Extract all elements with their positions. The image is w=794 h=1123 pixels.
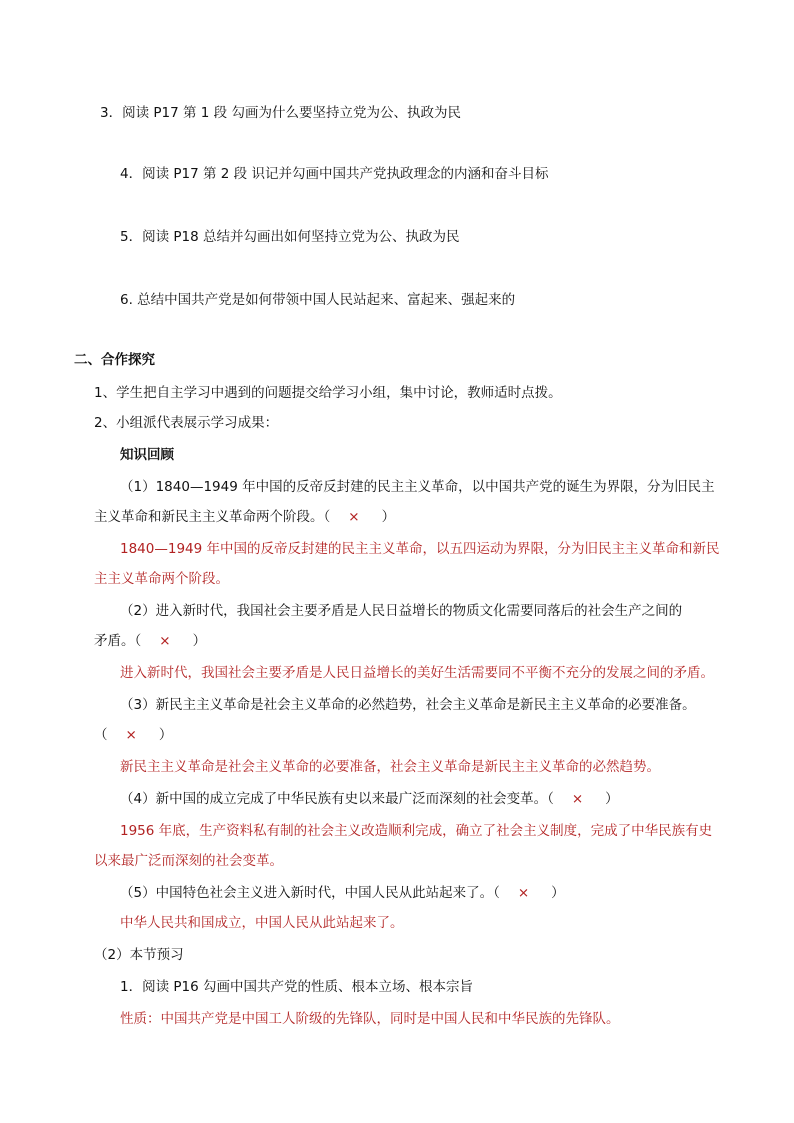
answer-1-line-1: 1840—1949 年中国的反帝反封建的民主主义革命，以五四运动为界限，分为旧民主主义革命和新民	[120, 541, 720, 557]
question-1-text: 主义革命和新民主主义革命两个阶段。（	[94, 509, 331, 525]
question-2-text: 矛盾。（	[94, 633, 142, 649]
reading-item-5: 5．阅读 P18 总结并勾画出如何坚持立党为公、执政为民	[120, 229, 460, 245]
reading-item-3: 3．阅读 P17 第 1 段 勾画为什么要坚持立党为公、执政为民	[100, 105, 461, 121]
knowledge-title: 知识回顾	[120, 447, 174, 463]
question-5-close: ）	[551, 885, 565, 901]
wrong-mark-icon: ×	[159, 633, 171, 649]
question-1-line-1: （1）1840—1949 年中国的反帝反封建的民主主义革命，以中国共产党的诞生为界限，分为旧民主	[120, 479, 715, 495]
question-5-line-1	[120, 883, 565, 903]
question-4-text: （4）新中国的成立完成了中华民族有史以来最广泛而深刻的社会变革。（	[120, 791, 554, 807]
question-2-line-2	[94, 631, 206, 651]
question-2-close: ）	[192, 633, 207, 649]
question-4-line-1	[120, 789, 619, 809]
answer-4-line-2: 以来最广泛而深刻的社会变革。	[94, 853, 283, 869]
answer-5-line-1: 中华人民共和国成立，中国人民从此站起来了。	[120, 915, 404, 931]
wrong-mark-icon: ×	[571, 791, 584, 807]
section-title: 二、合作探究	[74, 352, 155, 368]
question-5-text: （5）中国特色社会主义进入新时代，中国人民从此站起来了。（	[120, 885, 500, 901]
question-1-close: ）	[381, 509, 396, 525]
preview-item-1: 1．阅读 P16 勾画中国共产党的性质、根本立场、根本宗旨	[120, 979, 473, 995]
preview-answer-1: 性质：中国共产党是中国工人阶级的先锋队，同时是中国人民和中华民族的先锋队。	[120, 1011, 620, 1027]
answer-1-line-2: 主主义革命两个阶段。	[94, 571, 229, 587]
wrong-mark-icon: ×	[348, 509, 360, 525]
question-4-close: ）	[605, 791, 619, 807]
answer-3-line-1: 新民主主义革命是社会主义革命的必要准备，社会主义革命是新民主主义革命的必然趋势。	[120, 759, 660, 775]
answer-4-line-1: 1956 年底，生产资料私有制的社会主义改造顺利完成，确立了社会主义制度，完成了中华民族有史	[120, 823, 713, 839]
reading-item-4: 4．阅读 P17 第 2 段 识记并勾画中国共产党执政理念的内涵和奋斗目标	[120, 166, 549, 182]
step-1: 1、学生把自主学习中遇到的问题提交给学习小组，集中讨论，教师适时点拨。	[94, 385, 562, 401]
step-2: 2、小组派代表展示学习成果：	[94, 415, 279, 431]
wrong-mark-icon: ×	[517, 885, 530, 901]
question-3-close: ）	[158, 727, 173, 743]
answer-2-line-1: 进入新时代，我国社会主要矛盾是人民日益增长的美好生活需要同不平衡不充分的发展之间的矛盾。	[120, 665, 714, 681]
question-1-line-2	[94, 507, 395, 527]
preview-title: （2）本节预习	[94, 947, 184, 963]
wrong-mark-icon: ×	[125, 727, 137, 743]
question-3-line-2	[94, 725, 172, 745]
question-3-open: （	[94, 727, 108, 743]
question-3-line-1: （3）新民主主义革命是社会主义革命的必然趋势，社会主义革命是新民主主义革命的必要准备。	[120, 697, 696, 713]
question-2-line-1: （2）进入新时代，我国社会主要矛盾是人民日益增长的物质文化需要同落后的社会生产之间的	[120, 603, 683, 619]
reading-item-6: 6. 总结中国共产党是如何带领中国人民站起来、富起来、强起来的	[120, 292, 516, 308]
